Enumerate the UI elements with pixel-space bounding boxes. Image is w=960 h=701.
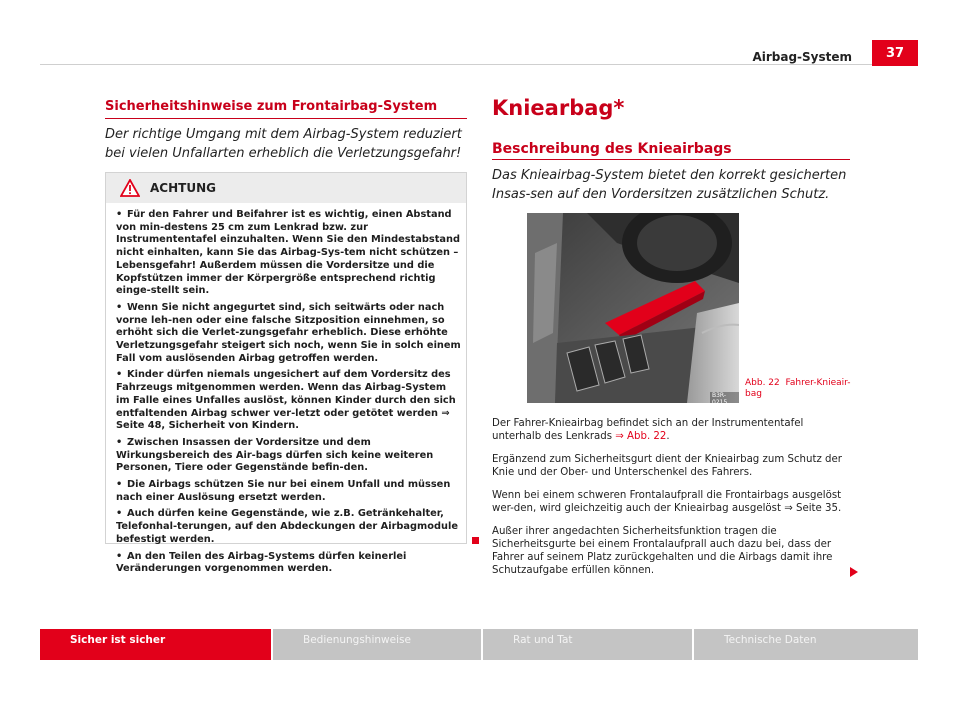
warning-header xyxy=(106,173,466,203)
warning-item: • Auch dürfen keine Gegenstände, wie z.B. Getränkehalter, Telefonhal-terungen, auf den Abdeckungen der Airbagmodule befestigt werden. xyxy=(116,508,458,545)
knee-airbag-title: Kniearbag* xyxy=(492,96,625,120)
tab-rat-und-tat[interactable]: Rat und Tat xyxy=(483,629,692,660)
warning-triangle-icon xyxy=(120,179,140,197)
body-paragraph-1: Der Fahrer-Knieairbag befindet sich an der Instrumententafel unterhalb des Lenkrads ⇒ Abb. 22. xyxy=(492,418,804,442)
figure-code: B3R-0215 xyxy=(710,392,739,403)
figure-caption-text: Fahrer-Knieair-bag xyxy=(745,378,851,399)
safety-heading: Sicherheitshinweise zum Frontairbag-System xyxy=(105,99,438,114)
warning-item: • Die Airbags schützen Sie nur bei einem Unfall und müssen nach einer Auslösung ersetzt werden. xyxy=(116,479,451,503)
safety-heading-rule xyxy=(105,118,467,119)
warning-item: • An den Teilen des Airbag-Systems dürfen keinerlei Veränderungen vorgenommen werden. xyxy=(116,550,407,575)
knee-airbag-subtitle: Beschreibung des Knieairbags xyxy=(492,141,732,157)
warning-box xyxy=(105,172,467,575)
page-number: 37 xyxy=(872,40,918,66)
figure-caption xyxy=(745,378,865,400)
tab-technische-daten[interactable]: Technische Daten xyxy=(694,629,918,660)
body-paragraph-3: Wenn bei einem schweren Frontalaufprall die Frontairbags ausgelöst wer-den, wird gleichzeitig auch der Knieairbag ausgelöst ⇒ Seite 35. xyxy=(492,490,842,514)
safety-intro: Der richtige Umgang mit dem Airbag-System reduziert bei vielen Unfallarten erheblich die Verletzungsgefahr! xyxy=(105,127,462,161)
figure-link[interactable]: ⇒ Abb. 22 xyxy=(615,431,667,442)
warning-item: • Wenn Sie nicht angegurtet sind, sich seitwärts oder nach vorne leh-nen oder eine falsche Sitzposition einnehmen, so erhöht sich die Verlet-zungsgefahr erheblich. Diese erhöhte Verletzungsgefahr steigert sich noch, wenn Sie in solch einem Fall vom auslösenden Airbag getroffen werden. xyxy=(116,301,461,364)
warning-item: • Kinder dürfen niemals ungesichert auf dem Vordersitz des Fahrzeugs mitgenommen werden. Wenn das Airbag-System im Falle eines Unfalles auslöst, können Kinder durch den sich entfaltenden Airbag schwer ver-letzt oder getötet werden ⇒ Seite 48, Sicherheit von Kindern. xyxy=(116,369,456,432)
subtitle-rule xyxy=(492,159,850,160)
continue-arrow-icon xyxy=(850,567,858,577)
tab-bedienungshinweise[interactable]: Bedienungshinweise xyxy=(273,629,481,660)
header-rule xyxy=(40,64,872,65)
warning-item: • Zwischen Insassen der Vordersitze und dem Wirkungsbereich des Air-bags dürfen sich keine weiteren Personen, Tiere oder Gegenstände befin-den. xyxy=(116,436,434,474)
section-end-marker xyxy=(472,537,479,544)
knee-airbag-illustration xyxy=(527,213,739,403)
knee-airbag-intro: Das Knieairbag-System bietet den korrekt gesicherten Insas-sen auf den Vordersitzen zusätzlichen Schutz. xyxy=(492,168,847,202)
warning-item: • Für den Fahrer und Beifahrer ist es wichtig, einen Abstand von min-destens 25 cm zum Lenkrad bzw. zur Instrumententafel einzuhalten. Wenn Sie den Mindestabstand nicht einhalten, kann Sie das Airbag-Sys-tem nicht schützen – Lebensgefahr! Außerdem müssen die Vordersitze und die Kopfstützen immer der Körpergröße entsprechend richtig einge-stellt sein. xyxy=(116,209,461,297)
tab-sicher-ist-sicher[interactable]: Sicher ist sicher xyxy=(40,629,271,660)
warning-title: ACHTUNG xyxy=(150,181,216,195)
body-paragraph-2: Ergänzend zum Sicherheitsgurt dient der Knieairbag zum Schutz der Knie und der Ober- und Unterschenkel des Fahrers. xyxy=(492,454,842,478)
knee-airbag-figure xyxy=(527,213,739,403)
warning-list xyxy=(116,209,462,580)
body-paragraph-4: Außer ihrer angedachten Sicherheitsfunktion tragen die Sicherheitsgurte bei einem Frontalaufprall auch dazu bei, dass der Fahrer auf seinem Platz zurückgehalten und die Airbags damit ihre Schutzaufgabe erfüllen können. xyxy=(492,526,833,576)
section-title: Airbag-System xyxy=(752,50,852,64)
figure-caption-label: Abb. 22 xyxy=(745,378,780,388)
